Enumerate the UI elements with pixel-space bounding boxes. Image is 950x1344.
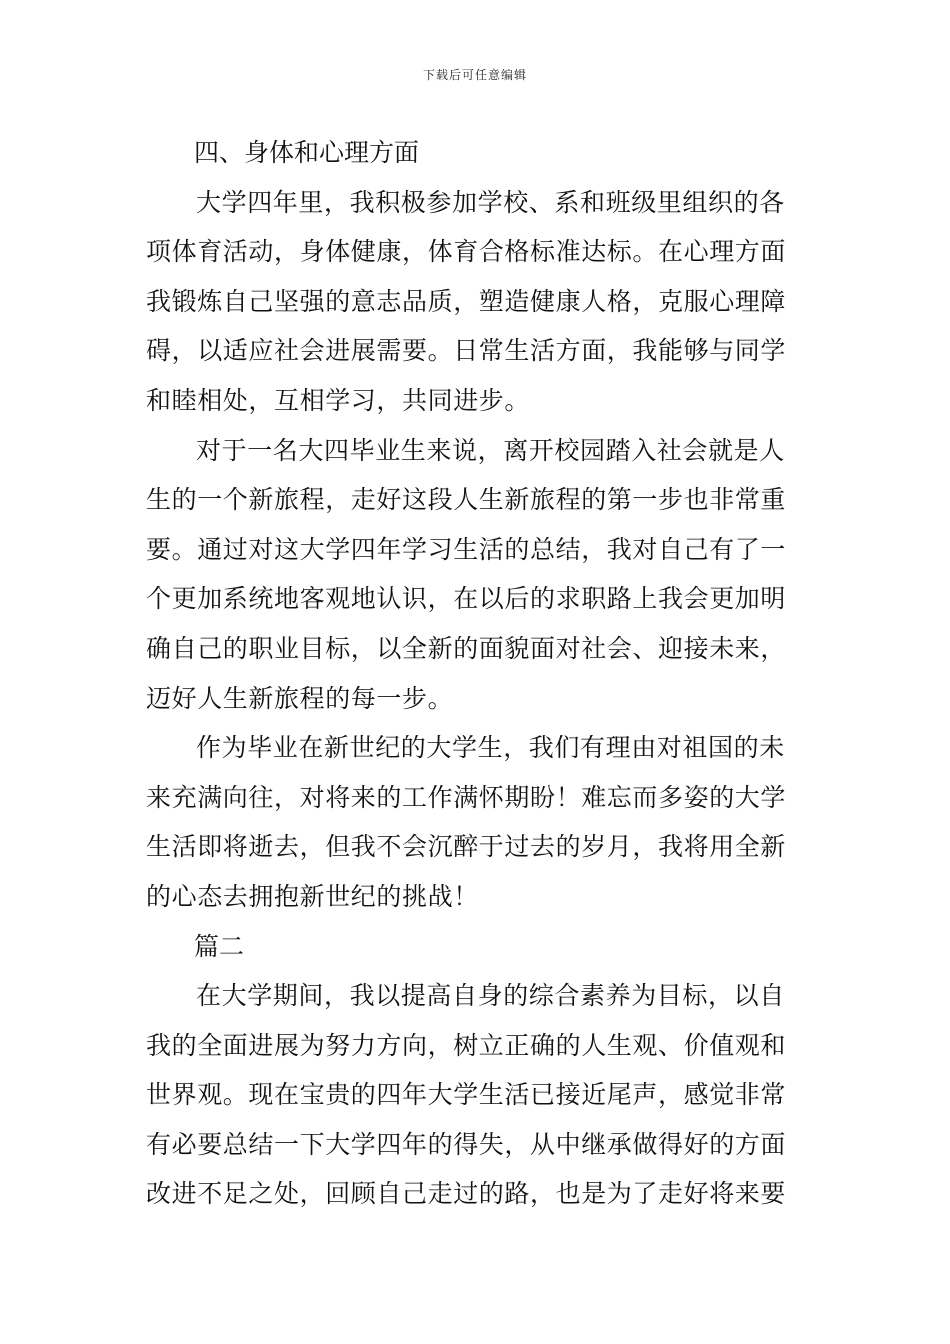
text-line: 的心态去拥抱新世纪的挑战！ xyxy=(146,881,479,911)
text-line: 生的一个新旅程，走好这段人生新旅程的第一步也非常重 xyxy=(146,485,787,515)
paragraph-2 xyxy=(146,426,806,724)
text-line: 大学四年里，我积极参加学校、系和班级里组织的各 xyxy=(196,187,785,217)
paragraph-3 xyxy=(146,723,806,921)
text-line: 在大学期间，我以提高自身的综合素养为目标，以自 xyxy=(196,981,785,1011)
paragraph-4 xyxy=(146,971,806,1219)
text-line: 和睦相处，互相学习，共同进步。 xyxy=(146,385,531,415)
section-heading: 四、身体和心理方面 xyxy=(194,138,420,167)
text-line: 迈好人生新旅程的每一步。 xyxy=(146,683,454,713)
text-line: 项体育活动，身体健康，体育合格标准达标。在心理方面 xyxy=(146,237,787,267)
text-line: 世界观。现在宝贵的四年大学生活已接近尾声，感觉非常 xyxy=(146,1080,787,1110)
paragraph-1 xyxy=(146,178,806,426)
text-line: 个更加系统地客观地认识，在以后的求职路上我会更加明 xyxy=(146,584,787,614)
text-line: 改进不足之处，回顾自己走过的路，也是为了走好将来要 xyxy=(146,1179,787,1209)
header-note: 下载后可任意编辑 xyxy=(422,68,527,82)
text-line: 要。通过对这大学四年学习生活的总结，我对自己有了一 xyxy=(146,534,787,564)
text-line: 碍，以适应社会进展需要。日常生活方面，我能够与同学 xyxy=(146,336,787,366)
text-line: 我锻炼自己坚强的意志品质，塑造健康人格，克服心理障 xyxy=(146,286,787,316)
text-line: 作为毕业在新世纪的大学生，我们有理由对祖国的未 xyxy=(196,733,785,763)
part-heading: 篇二 xyxy=(194,931,245,961)
text-line: 我的全面进展为努力方向，树立正确的人生观、价值观和 xyxy=(146,1030,787,1060)
text-line: 对于一名大四毕业生来说，离开校园踏入社会就是人 xyxy=(196,435,785,465)
text-line: 有必要总结一下大学四年的得失，从中继承做得好的方面 xyxy=(146,1129,787,1159)
text-line: 生活即将逝去，但我不会沉醉于过去的岁月，我将用全新 xyxy=(146,832,787,862)
text-line: 来充满向往，对将来的工作满怀期盼！难忘而多姿的大学 xyxy=(146,782,787,812)
body-text xyxy=(146,128,806,1219)
text-line: 确自己的职业目标，以全新的面貌面对社会、迎接未来， xyxy=(146,633,787,663)
